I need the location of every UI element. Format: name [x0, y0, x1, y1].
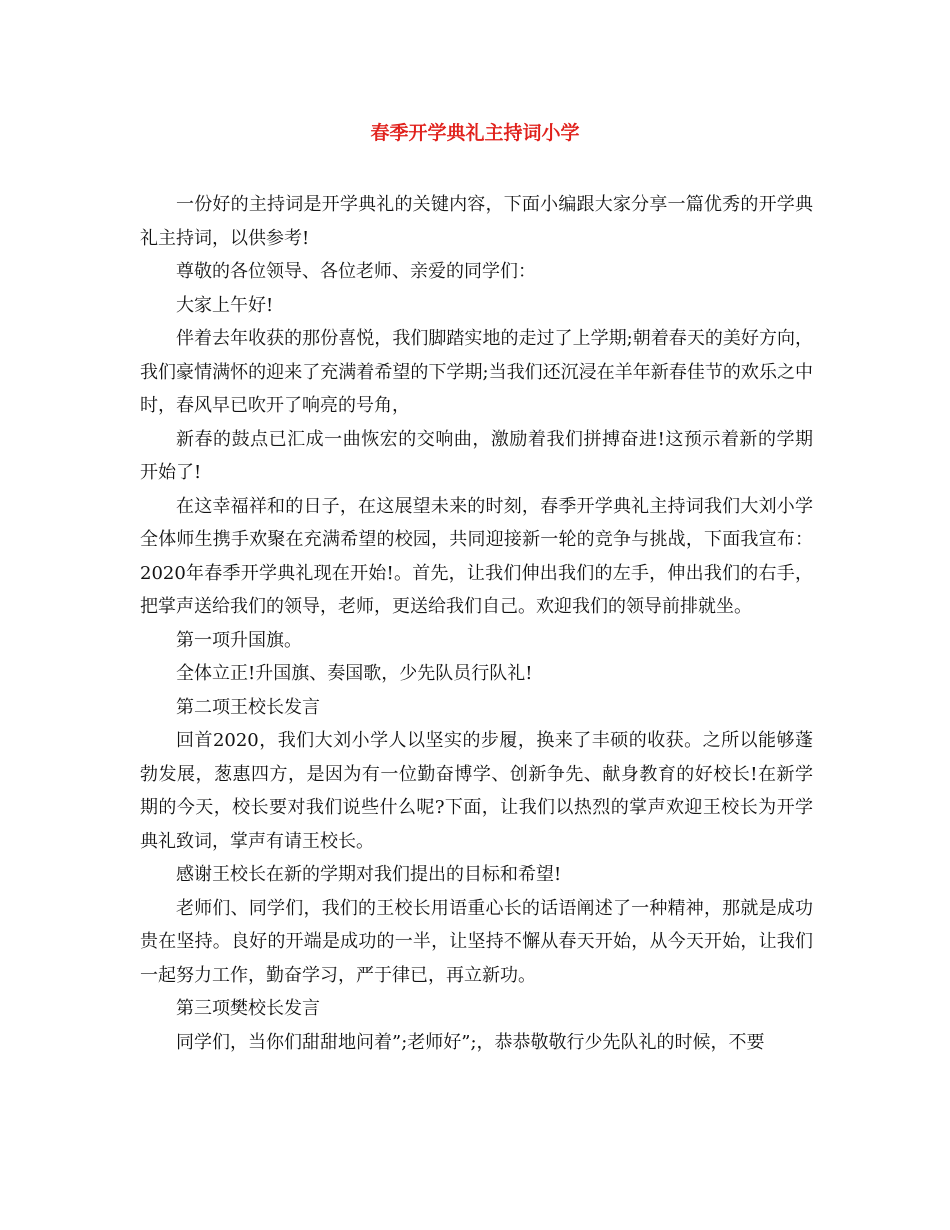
paragraph: 一份好的主持词是开学典礼的关键内容，下面小编跟大家分享一篇优秀的开学典礼主持词，以供参考! — [140, 194, 813, 249]
document-body — [140, 188, 813, 1059]
paragraph: 感谢王校长在新的学期对我们提出的目标和希望! — [176, 864, 562, 885]
paragraph: 老师们、同学们，我们的王校长用语重心长的话语阐述了一种精神，那就是成功贵在坚持。良好的开端是成功的一半，让坚持不懈从春天开始，从今天开始，让我们一起努力工作，勤奋学习，严于律已，再立新功。 — [140, 897, 813, 986]
paragraph: 尊敬的各位领导、各位老师、亲爱的同学们： — [176, 261, 536, 282]
paragraph: 伴着去年收获的那份喜悦，我们脚踏实地的走过了上学期;朝着春天的美好方向，我们豪情满怀的迎来了充满着希望的下学期;当我们还沉浸在羊年新春佳节的欢乐之中时，春风早已吹开了响亮的号角， — [140, 328, 813, 416]
paragraph: 在这幸福祥和的日子，在这展望未来的时刻，春季开学典礼主持词我们大刘小学全体师生携手欢聚在充满希望的校园，共同迎接新一轮的竞争与挑战，下面我宣布：2020年春季开学典礼现在开始!。首先，让我们伸出我们的左手，伸出我们的右手，把掌声送给我们的领导，老师，更送给我们自己。欢迎我们的领导前排就坐。 — [140, 495, 813, 617]
paragraph: 第一项升国旗。 — [176, 629, 302, 651]
paragraph: 大家上午好! — [176, 294, 274, 316]
paragraph: 新春的鼓点已汇成一曲恢宏的交响曲，激励着我们拼搏奋进!这预示着新的学期开始了! — [140, 428, 813, 483]
paragraph: 第二项王校长发言 — [176, 696, 320, 718]
paragraph: 第三项樊校长发言 — [176, 998, 320, 1019]
paragraph: 全体立正!升国旗、奏国歌，少先队员行队礼! — [176, 663, 533, 684]
document-title: 春季开学典礼主持词小学 — [370, 122, 580, 144]
paragraph: 回首2020，我们大刘小学人以坚实的步履，换来了丰硕的收获。之所以能够蓬勃发展，葱惠四方，是因为有一位勤奋博学、创新争先、献身教育的好校长!在新学期的今天，校长要对我们说些什么呢?下面，让我们以热烈的掌声欢迎王校长为开学典礼致词，掌声有请王校长。 — [140, 730, 813, 852]
paragraph: 同学们，当你们甜甜地问着”;老师好”;，恭恭敬敬行少先队礼的时候，不要 — [176, 1031, 765, 1053]
